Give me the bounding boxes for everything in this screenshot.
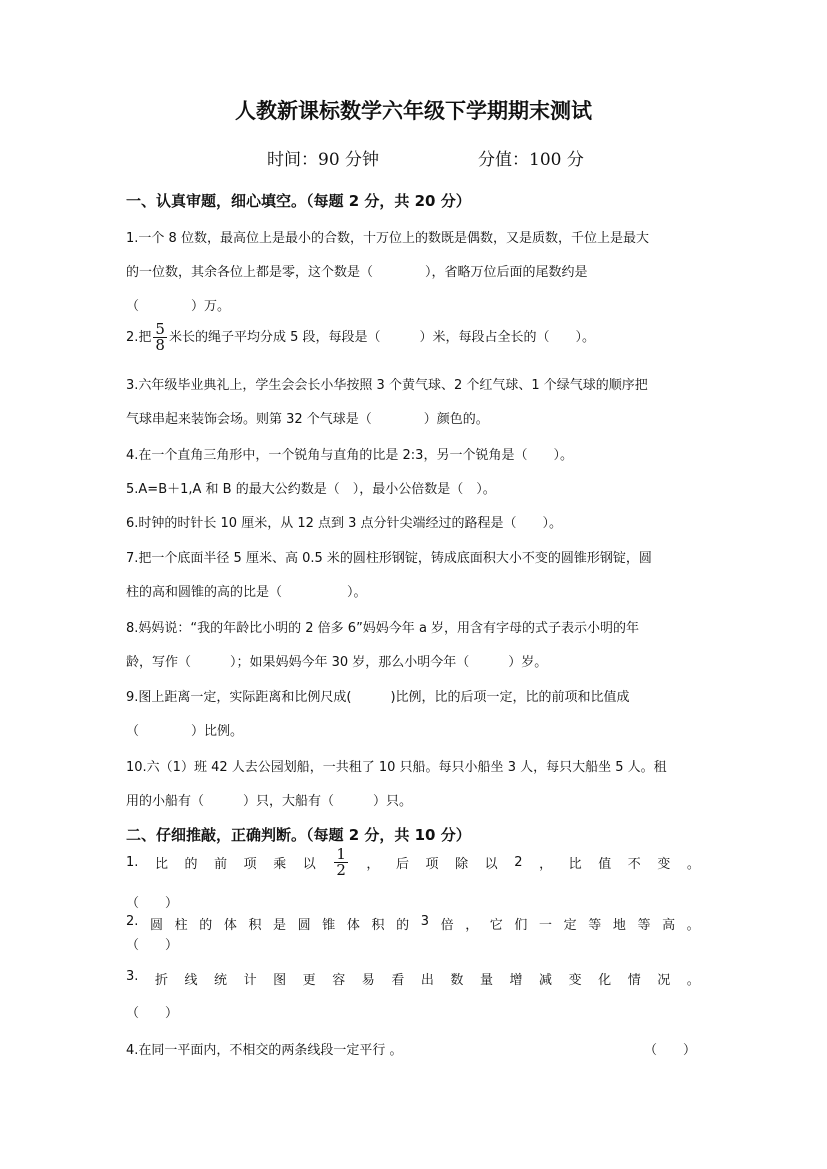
judge-q3-char: 化 (598, 973, 612, 988)
judge-q1-char: 。 (686, 857, 700, 872)
judge-q2-char: 它 (489, 918, 503, 933)
exam-time: 时间：90 分钟 (267, 150, 380, 170)
q4-line: 4.在一个直角三角形中，一个锐角与直角的比是 2:3，另一个锐角是（ ）。 (126, 448, 573, 463)
judge-q3-char: 况 (657, 973, 671, 988)
q6-line: 6.时钟的时针长 10 厘米，从 12 点到 3 点分针尖端经过的路程是（ ）。 (126, 516, 563, 531)
q2-line (126, 322, 595, 353)
judge-q1-line (126, 847, 700, 878)
q7-line1: 7.把一个底面半径 5 厘米、高 0.5 米的圆柱形钢锭，铸成底面积大小不变的圆锥形钢锭，圆 (126, 551, 652, 566)
judge-q2-char: 等 (588, 918, 602, 933)
judge-q2-char: 3 (420, 914, 429, 929)
fraction-denominator: 2 (336, 861, 346, 879)
fraction-numerator: 1 (336, 845, 346, 863)
q1-line3: （ ）万。 (126, 299, 231, 314)
judge-q3-char: 减 (539, 973, 553, 988)
judge-q1-char: 以 (302, 857, 316, 872)
judge-q3-char: 统 (214, 973, 228, 988)
judge-q2-char: 地 (612, 918, 626, 933)
judge-q2-char: 倍 (440, 918, 454, 933)
judge-q3-char: 量 (479, 973, 493, 988)
judge-q2-char: 圆 (150, 918, 164, 933)
judge-q2-char: 。 (686, 918, 700, 933)
judge-q2-char: 是 (273, 918, 287, 933)
judge-q2-char: 的 (199, 918, 213, 933)
q8-line2: 龄，写作（ ）；如果妈妈今年 30 岁，那么小明今年（ ）岁。 (126, 655, 548, 670)
q2-text-b: 米长的绳子平均分成 5 段，每段是（ ）米，每段占全长的（ ）。 (168, 330, 595, 345)
judge-q1-char: 值 (598, 857, 612, 872)
judge-q2-char: 积 (371, 918, 385, 933)
judge-q1-char: 1. (126, 855, 139, 870)
judge-q3-char: 变 (568, 973, 582, 988)
q7-line2: 柱的高和圆锥的高的比是（ ）。 (126, 585, 367, 600)
judge-q2-char: ， (465, 918, 479, 933)
q9-line1: 9.图上距离一定，实际距离和比例尺成( )比例，比的后项一定，比的前项和比值成 (126, 690, 630, 705)
judge-q3-char: 出 (420, 973, 434, 988)
judge-q1-char: 项 (243, 857, 257, 872)
q8-line1: 8.妈妈说：“我的年龄比小明的 2 倍多 6”妈妈今年 a 岁，用含有字母的式子表示小明的年 (126, 621, 640, 636)
judge-q1-char: 2 (514, 855, 523, 870)
page-title: 人教新课标数学六年级下学期期末测试 (235, 98, 592, 123)
judge-q1-char: 项 (425, 857, 439, 872)
judge-q1-char: 除 (455, 857, 469, 872)
judge-q1-char: 以 (484, 857, 498, 872)
judge-q3-char: 容 (332, 973, 346, 988)
judge-q3-char: 图 (273, 973, 287, 988)
fraction-1-2 (334, 847, 348, 878)
judge-q2-char: 等 (637, 918, 651, 933)
judge-q2-char: 的 (396, 918, 410, 933)
judge-q1-answer-paren: （ ） (126, 896, 179, 911)
judge-q3-char: 易 (361, 973, 375, 988)
judge-q2-char: 2. (126, 914, 139, 929)
judge-q4-answer-paren: （ ） (644, 1043, 697, 1058)
judge-q2-char: 圆 (297, 918, 311, 933)
judge-q3-char: 增 (509, 973, 523, 988)
fraction-numerator: 5 (155, 320, 165, 338)
judge-q2-char: 柱 (174, 918, 188, 933)
judge-q2-char: 体 (223, 918, 237, 933)
q9-line2: （ ）比例。 (126, 724, 244, 739)
judge-q3-char: 更 (302, 973, 316, 988)
judge-q4-line: 4.在同一平面内，不相交的两条线段一定平行 。 (126, 1043, 403, 1058)
q1-line2: 的一位数，其余各位上都是零，这个数是（ ），省略万位后面的尾数约是 (126, 265, 588, 280)
judge-q1-char: 比 (154, 857, 168, 872)
fraction-denominator: 8 (155, 336, 165, 354)
judge-q3-line (126, 969, 700, 988)
judge-q3-answer-paren: （ ） (126, 1006, 179, 1021)
judge-q1-char: ， (539, 857, 553, 872)
judge-q3-char: 看 (391, 973, 405, 988)
judge-q3-char: 。 (686, 973, 700, 988)
q10-line2: 用的小船有（ ）只，大船有（ ）只。 (126, 794, 413, 809)
judge-q3-char: 线 (184, 973, 198, 988)
judge-q2-line (126, 914, 700, 933)
judge-q2-char: 积 (248, 918, 262, 933)
judge-q2-char: 体 (346, 918, 360, 933)
judge-q2-answer-paren: （ ） (126, 938, 179, 953)
judge-q3-char: 情 (627, 973, 641, 988)
judge-q2-char: 一 (539, 918, 553, 933)
judge-q1-char: 变 (657, 857, 671, 872)
judge-q1-char: ， (366, 857, 380, 872)
q3-line2: 气球串起来装饰会场。则第 32 个气球是（ ）颜色的。 (126, 412, 489, 427)
judge-q3-char: 数 (450, 973, 464, 988)
fraction-5-8 (153, 322, 167, 353)
judge-q3-char: 3. (126, 969, 139, 984)
q10-line1: 10.六（1）班 42 人去公园划船，一共租了 10 只船。每只小船坐 3 人，每只大船坐 5 人。租 (126, 760, 667, 775)
judge-q2-char: 们 (514, 918, 528, 933)
judge-q1-char: 后 (395, 857, 409, 872)
judge-q1-char: 不 (627, 857, 641, 872)
judge-q1-char: 乘 (273, 857, 287, 872)
section1-heading: 一、认真审题，细心填空。（每题 2 分，共 20 分） (126, 192, 471, 210)
judge-q1-char: 比 (568, 857, 582, 872)
judge-q3-char: 计 (243, 973, 257, 988)
judge-q1-char: 前 (214, 857, 228, 872)
exam-score: 分值：100 分 (478, 150, 584, 170)
judge-q2-char: 锥 (322, 918, 336, 933)
judge-q2-char: 定 (563, 918, 577, 933)
judge-q3-char: 折 (154, 973, 168, 988)
q1-line1: 1.一个 8 位数，最高位上是最小的合数，十万位上的数既是偶数，又是质数，千位上是最大 (126, 231, 649, 246)
q2-text-a: 2.把 (126, 330, 152, 345)
q5-line: 5.A=B＋1,A 和 B 的最大公约数是（ ），最小公倍数是（ ）。 (126, 482, 496, 497)
judge-q2-char: 高 (662, 918, 676, 933)
section2-heading: 二、仔细推敲，正确判断。（每题 2 分，共 10 分） (126, 826, 471, 844)
q3-line1: 3.六年级毕业典礼上，学生会会长小华按照 3 个黄气球、2 个红气球、1 个绿气球的顺序把 (126, 378, 648, 393)
judge-q1-char: 的 (184, 857, 198, 872)
